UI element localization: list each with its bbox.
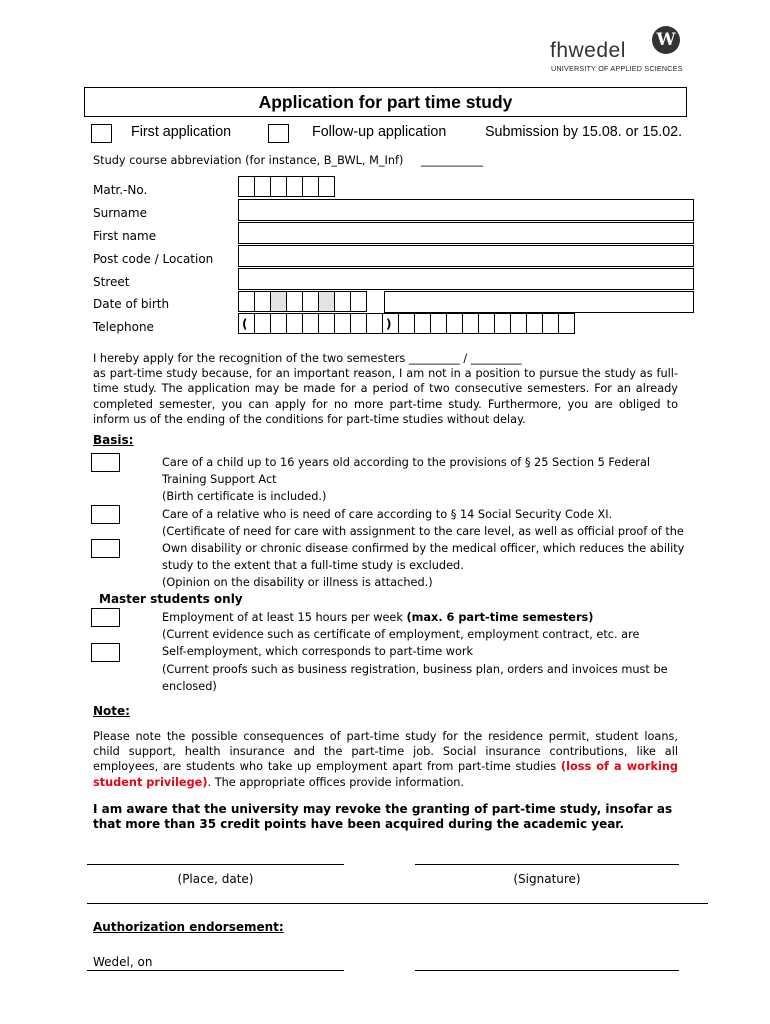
surname-input[interactable] — [238, 199, 694, 221]
basis-line: (Opinion on the disability or illness is attached.) — [162, 576, 433, 590]
signature-line[interactable] — [415, 864, 679, 865]
matr-cell[interactable] — [254, 176, 271, 197]
basis-line: study to the extent that a full-time study is excluded. — [162, 559, 464, 573]
wedel-date-line[interactable] — [87, 970, 344, 971]
phone-cell-close: ) — [382, 313, 399, 334]
telephone-cells[interactable] — [238, 313, 574, 334]
intro-line1: I hereby apply for the recognition of the two semesters _________ / _________ — [93, 352, 522, 365]
phone-cell-open: ( — [238, 313, 255, 334]
place-date-line[interactable] — [87, 864, 344, 865]
note-warning: (loss of a working student privilege) — [93, 760, 678, 789]
basis-line: Care of a relative who is need of care according to § 14 Social Security Code XI. — [162, 507, 613, 521]
phone-cell[interactable] — [398, 313, 415, 334]
dob-cells[interactable] — [238, 291, 366, 312]
master-list — [162, 609, 692, 695]
dob-cell[interactable] — [238, 291, 255, 312]
matr-label: Matr.-No. — [93, 183, 148, 197]
first-application-label: First application — [131, 124, 232, 140]
employment-bold: (max. 6 part-time semesters) — [406, 611, 594, 624]
basis-heading: Basis: — [93, 433, 134, 447]
matr-cell[interactable] — [318, 176, 335, 197]
street-label: Street — [93, 275, 130, 289]
employment-text: Employment of at least 15 hours per week — [162, 611, 407, 624]
note-text-end: . The appropriate offices provide information. — [207, 775, 464, 789]
phone-cell[interactable] — [350, 313, 367, 334]
master-line: enclosed) — [162, 679, 217, 693]
firstname-input[interactable] — [238, 222, 694, 244]
dob-separator-cell — [318, 291, 335, 312]
logo — [548, 24, 688, 74]
logo-emblem-icon — [652, 26, 680, 54]
telephone-label: Telephone — [93, 320, 154, 334]
surname-label: Surname — [93, 206, 147, 220]
master-line: Self-employment, which corresponds to part-time work — [162, 645, 474, 659]
child-care-checkbox[interactable] — [91, 453, 120, 472]
employment-line — [162, 609, 692, 626]
dob-cell[interactable] — [350, 291, 367, 312]
basis-line: (Certificate of need for care with assignment to the care level, as well as official proof of the — [162, 524, 684, 538]
self-employment-checkbox[interactable] — [91, 643, 120, 662]
postcode-label: Post code / Location — [93, 252, 214, 266]
phone-cell[interactable] — [366, 313, 383, 334]
dob-cell[interactable] — [302, 291, 319, 312]
phone-cell[interactable] — [270, 313, 287, 334]
followup-application-checkbox[interactable] — [268, 124, 289, 143]
intro-paragraph — [93, 351, 678, 427]
phone-cell[interactable] — [478, 313, 495, 334]
phone-cell[interactable] — [558, 313, 575, 334]
note-paragraph — [93, 729, 678, 790]
place-date-label: (Place, date) — [177, 872, 254, 886]
authorization-signature-line[interactable] — [415, 970, 679, 971]
logo-emblem-letter: W — [656, 30, 676, 50]
phone-cell[interactable] — [286, 313, 303, 334]
phone-cell[interactable] — [446, 313, 463, 334]
wedel-on-label: Wedel, on — [93, 955, 153, 969]
matr-cells[interactable] — [238, 176, 334, 197]
phone-cell[interactable] — [430, 313, 447, 334]
dob-extra-field[interactable] — [384, 291, 694, 313]
first-application-checkbox[interactable] — [91, 124, 112, 143]
matr-cell[interactable] — [286, 176, 303, 197]
phone-cell[interactable] — [334, 313, 351, 334]
logo-text: fhwedel — [550, 39, 626, 62]
phone-cell[interactable] — [462, 313, 479, 334]
matr-cell[interactable] — [302, 176, 319, 197]
title-box — [84, 87, 687, 117]
master-heading: Master students only — [99, 592, 243, 606]
dob-cell[interactable] — [286, 291, 303, 312]
course-abbrev-label: Study course abbreviation (for instance, B_BWL, M_Inf) — [93, 154, 404, 167]
divider — [87, 903, 708, 904]
basis-line: (Birth certificate is included.) — [162, 490, 327, 504]
matr-cell[interactable] — [270, 176, 287, 197]
basis-line: Care of a child up to 16 years old according to the provisions of § 25 Section 5 Federal — [162, 456, 651, 469]
master-line: (Current evidence such as certificate of employment, employment contract, etc. are — [162, 628, 640, 642]
matr-cell[interactable] — [238, 176, 255, 197]
course-abbrev-blank[interactable]: ___________ — [421, 154, 484, 167]
dob-cell[interactable] — [254, 291, 271, 312]
phone-cell[interactable] — [302, 313, 319, 334]
awareness-statement: I am aware that the university may revoke the granting of part-time study, insofar as that more than 35 credit points have been acquired during the academic year. — [93, 802, 673, 832]
dob-cell[interactable] — [334, 291, 351, 312]
intro-text: as part-time study because, for an important reason, I am not in a position to pursue the study as full-time study. The application may be made for a period of two consecutive semesters. For an already completed semester, you can apply for no more part-time study. Furthermore, you are obliged to inform us of the ending of the conditions for part-time studies without delay. — [93, 367, 678, 426]
signature-label: (Signature) — [513, 872, 581, 886]
firstname-label: First name — [93, 229, 157, 243]
phone-cell[interactable] — [542, 313, 559, 334]
street-input[interactable] — [238, 268, 694, 290]
basis-list — [162, 454, 692, 592]
submission-deadline: Submission by 15.08. or 15.02. — [485, 124, 683, 140]
postcode-input[interactable] — [238, 245, 694, 267]
note-text: Please note the possible consequences of part-time study for the residence permit, student loans, child support, health insurance and the part-time job. Social insurance contributions, like all employees, are students who take up employment apart from part-time studies — [93, 730, 678, 774]
phone-cell[interactable] — [318, 313, 335, 334]
note-heading: Note: — [93, 704, 130, 718]
phone-cell[interactable] — [494, 313, 511, 334]
phone-cell[interactable] — [526, 313, 543, 334]
dob-label: Date of birth — [93, 297, 170, 311]
employment-checkbox[interactable] — [91, 608, 120, 627]
disability-checkbox[interactable] — [91, 539, 120, 558]
phone-cell[interactable] — [254, 313, 271, 334]
phone-cell[interactable] — [510, 313, 527, 334]
logo-subtitle: UNIVERSITY OF APPLIED SCIENCES — [551, 64, 683, 73]
authorization-heading: Authorization endorsement: — [93, 920, 284, 934]
dob-separator-cell — [270, 291, 287, 312]
followup-application-label: Follow-up application — [312, 124, 447, 140]
basis-line: Training Support Act — [162, 473, 277, 487]
page-title: Application for part time study — [258, 92, 513, 112]
phone-cell[interactable] — [414, 313, 431, 334]
basis-line: Own disability or chronic disease confirmed by the medical officer, which reduces the ability — [162, 542, 685, 556]
master-line: (Current proofs such as business registration, business plan, orders and invoices must be — [162, 662, 668, 676]
relative-care-checkbox[interactable] — [91, 505, 120, 524]
